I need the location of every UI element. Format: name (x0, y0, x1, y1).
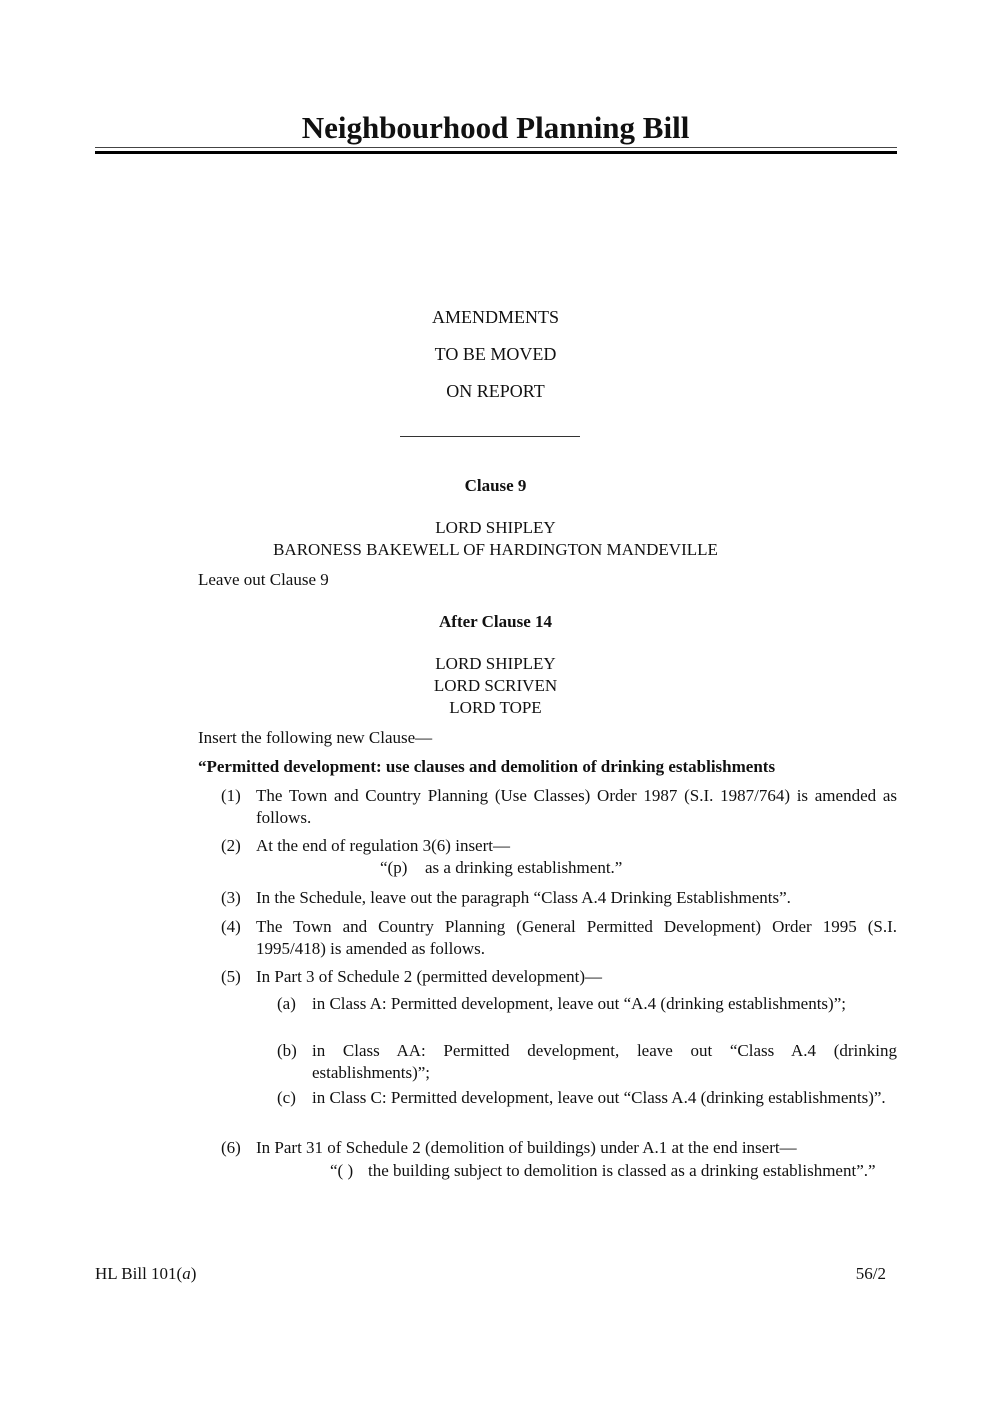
bill-reference (95, 1263, 196, 1285)
page-reference: 56/2 (855, 1264, 886, 1283)
subsection-number: (1) (221, 786, 241, 805)
subsection-number: (2) (221, 836, 241, 855)
title-rule-thick (95, 151, 897, 154)
sponsor: LORD TOPE (449, 698, 542, 717)
bill-ref-suffix: ) (190, 1264, 197, 1283)
section-heading: Clause 9 (464, 476, 527, 495)
subsection-number: (4) (221, 917, 241, 936)
section-heading: After Clause 14 (439, 612, 552, 631)
paragraph-text: in Class AA: Permitted development, leave out “Class A.4 (drinking establishments)”; (312, 1041, 897, 1082)
cover-line-2: TO BE MOVED (434, 344, 557, 364)
subsection-number: (3) (221, 888, 241, 907)
quoted-paragraph-text: as a drinking establishment.” (425, 858, 623, 877)
paragraph-letter: (b) (277, 1041, 297, 1060)
divider (400, 436, 580, 437)
subsection-text: In Part 3 of Schedule 2 (permitted development)— (256, 967, 603, 986)
paragraph-letter: (c) (277, 1088, 296, 1107)
quoted-paragraph-number: “( ) (330, 1161, 354, 1180)
subsection-number: (6) (221, 1138, 241, 1157)
sponsor: BARONESS BAKEWELL OF HARDINGTON MANDEVILLE (273, 540, 718, 559)
paragraph-letter: (a) (277, 994, 296, 1013)
amendment-instruction: Leave out Clause 9 (198, 570, 329, 589)
quoted-paragraph-text: the building subject to demolition is classed as a drinking establishment”.” (368, 1161, 876, 1180)
subsection-number: (5) (221, 967, 241, 986)
amendment-instruction: Insert the following new Clause— (198, 728, 433, 747)
subsection-text: At the end of regulation 3(6) insert— (256, 836, 510, 855)
subsection-text: In the Schedule, leave out the paragraph “Class A.4 Drinking Establishments”. (256, 888, 791, 907)
bill-ref-letter: a (182, 1264, 191, 1283)
paragraph-text: in Class A: Permitted development, leave out “A.4 (drinking establishments)”; (312, 994, 846, 1013)
sponsor: LORD SCRIVEN (433, 676, 558, 695)
cover-line-3: ON REPORT (446, 381, 545, 401)
subsection-text: The Town and Country Planning (General Permitted Development) Order 1995 (S.I. 1995/418) is amended as follows. (256, 917, 897, 958)
subsection-text: The Town and Country Planning (Use Classes) Order 1987 (S.I. 1987/764) is amended as follows. (256, 786, 897, 827)
subsection-text: In Part 31 of Schedule 2 (demolition of buildings) under A.1 at the end insert— (256, 1138, 797, 1157)
sponsor: LORD SHIPLEY (435, 518, 556, 537)
new-clause-title: “Permitted development: use clauses and demolition of drinking establishments (198, 757, 776, 776)
sponsor: LORD SHIPLEY (435, 654, 556, 673)
document-title: Neighbourhood Planning Bill (301, 110, 690, 145)
cover-line-1: AMENDMENTS (431, 307, 559, 327)
paragraph-text: in Class C: Permitted development, leave out “Class A.4 (drinking establishments)”. (312, 1088, 886, 1107)
bill-ref-prefix: HL Bill 101( (95, 1264, 183, 1283)
title-rule-thin (95, 147, 897, 148)
quoted-paragraph-number: “(p) (380, 858, 408, 877)
